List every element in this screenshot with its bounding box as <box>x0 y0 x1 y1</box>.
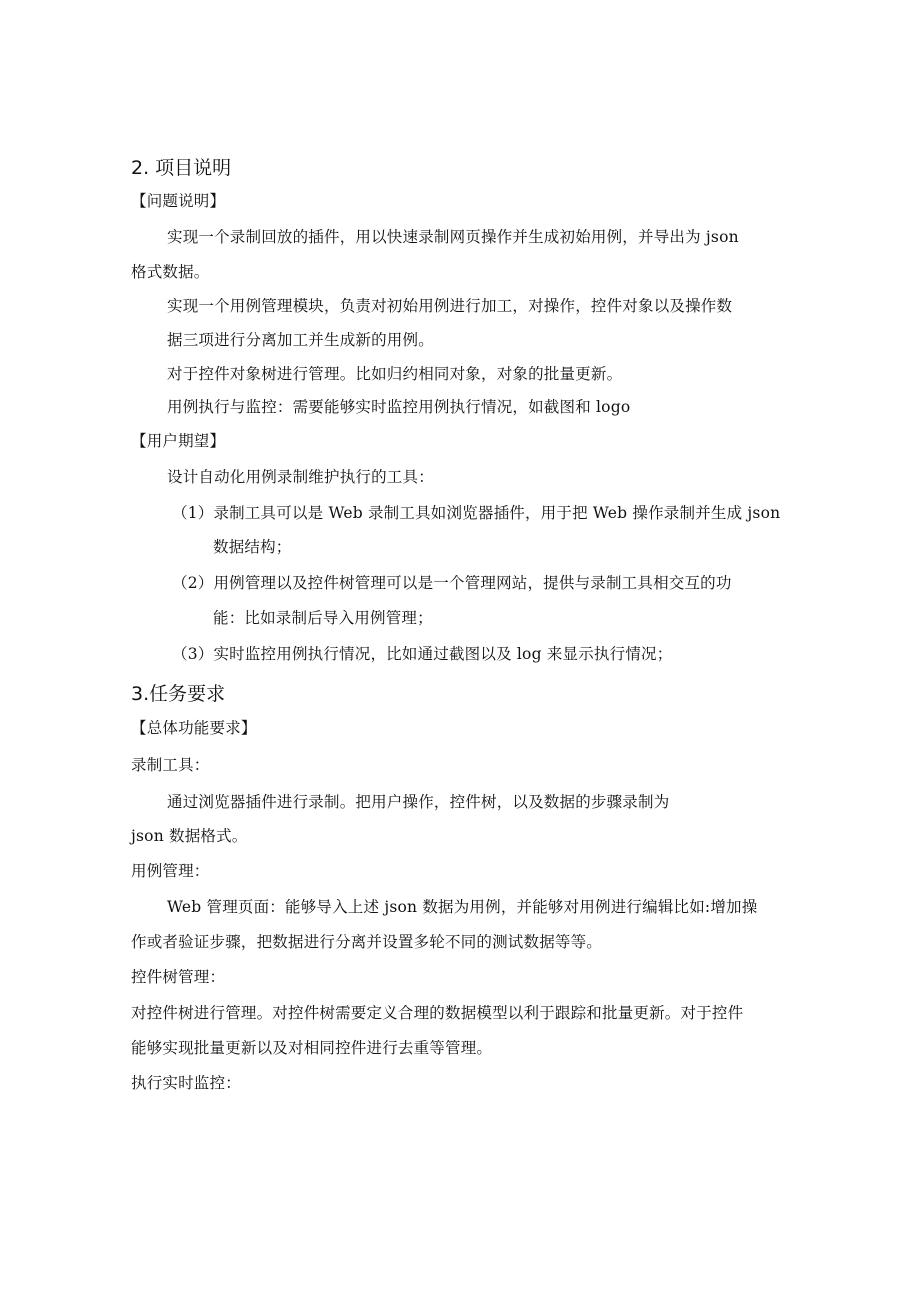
expect-item-2-line-1: （2）用例管理以及控件树管理可以是一个管理网站，提供与录制工具相交互的功 <box>172 574 732 592</box>
problem-paragraph-2-line-2: 据三项进行分离加工并生成新的用例。 <box>167 331 434 349</box>
expect-item-3: （3）实时监控用例执行情况，比如通过截图以及 log 来显示执行情况； <box>172 645 673 663</box>
expect-intro: 设计自动化用例录制维护执行的工具： <box>167 468 434 486</box>
case-line-1: Web 管理页面：能够导入上述 json 数据为用例，并能够对用例进行编辑比如:增加操 <box>167 898 758 916</box>
expect-label: 【用户期望】 <box>131 432 226 450</box>
section-3-heading: 3.任务要求 <box>131 683 226 705</box>
problem-paragraph-1-line-2: 格式数据。 <box>131 263 210 281</box>
case-line-2: 作或者验证步骤，把数据进行分离并设置多轮不同的测试数据等等。 <box>131 933 603 951</box>
problem-paragraph-2-line-1: 实现一个用例管理模块，负责对初始用例进行加工，对操作，控件对象以及操作数 <box>167 297 733 315</box>
overall-label: 【总体功能要求】 <box>131 719 257 737</box>
problem-paragraph-1-line-1: 实现一个录制回放的插件，用以快速录制网页操作并生成初始用例，并导出为 json <box>167 228 739 246</box>
tree-line-1: 对控件树进行管理。对控件树需要定义合理的数据模型以利于跟踪和批量更新。对于控件 <box>131 1004 744 1022</box>
tree-line-2: 能够实现批量更新以及对相同控件进行去重等管理。 <box>131 1039 493 1057</box>
recorder-label: 录制工具： <box>131 756 210 774</box>
recorder-line-2: json 数据格式。 <box>131 827 248 845</box>
section-2-heading: 2. 项目说明 <box>131 157 232 179</box>
expect-item-1-line-1: （1）录制工具可以是 Web 录制工具如浏览器插件，用于把 Web 操作录制并生成 json <box>172 504 781 522</box>
monitor-label: 执行实时监控： <box>131 1074 241 1092</box>
recorder-line-1: 通过浏览器插件进行录制。把用户操作，控件树，以及数据的步骤录制为 <box>167 793 670 811</box>
tree-label: 控件树管理： <box>131 968 226 986</box>
case-label: 用例管理： <box>131 862 210 880</box>
problem-paragraph-4: 用例执行与监控：需要能够实时监控用例执行情况，如截图和 logo <box>167 398 631 416</box>
problem-label: 【问题说明】 <box>131 192 226 210</box>
problem-paragraph-3: 对于控件对象树进行管理。比如归约相同对象，对象的批量更新。 <box>167 365 623 383</box>
expect-item-1-line-2: 数据结构； <box>213 538 292 556</box>
expect-item-2-line-2: 能：比如录制后导入用例管理； <box>213 609 433 627</box>
